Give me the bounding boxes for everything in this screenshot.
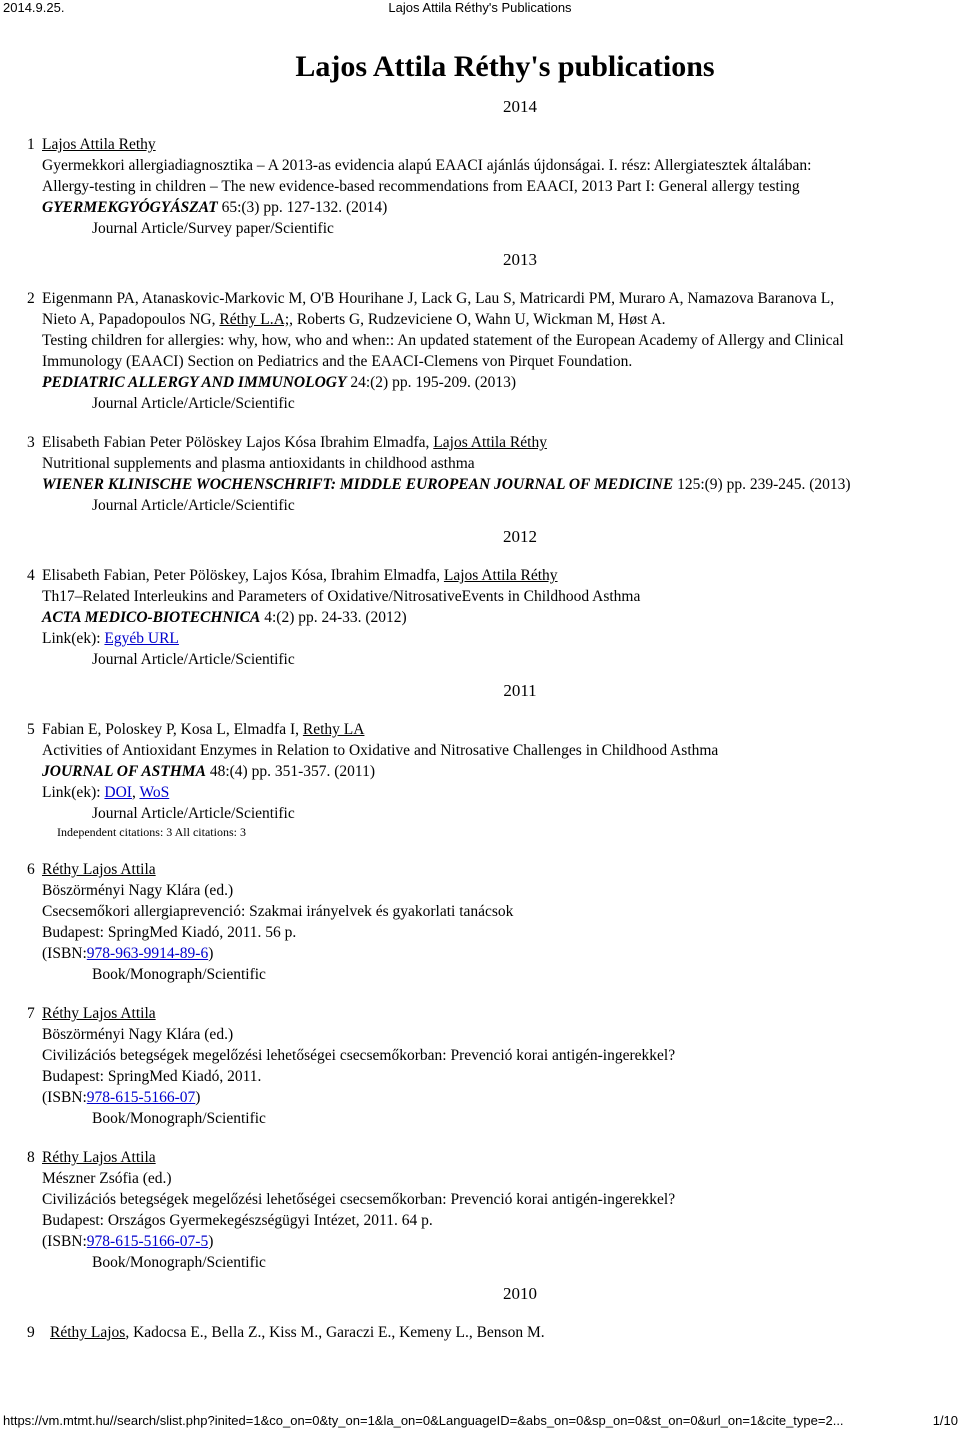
entry-title: Nutritional supplements and plasma antioxidants in childhood asthma	[42, 455, 475, 472]
entry-authors	[42, 1147, 860, 1168]
doi-link[interactable]: DOI	[104, 784, 132, 801]
entry-publisher: Budapest: SpringMed Kiadó, 2011. 56 p.	[42, 924, 297, 941]
publication-entry	[0, 1003, 960, 1129]
publication-entry	[0, 134, 960, 239]
entry-publisher: Budapest: Országos Gyermekegészségügyi Intézet, 2011. 64 p.	[42, 1212, 433, 1229]
entry-number: 1	[27, 136, 35, 153]
isbn-suffix: )	[208, 945, 214, 962]
isbn-prefix: (ISBN:	[42, 945, 87, 962]
entry-editor: Böszörményi Nagy Klára (ed.)	[42, 882, 234, 899]
author-link[interactable]: Réthy Lajos Attila	[42, 1005, 156, 1022]
wos-link[interactable]: WoS	[139, 784, 170, 801]
entry-number: 3	[27, 434, 35, 451]
publication-entry	[0, 859, 960, 985]
entry-type: Journal Article/Article/Scientific	[92, 497, 295, 514]
entry-number: 2	[27, 290, 35, 307]
entry-type: Book/Monograph/Scientific	[92, 966, 266, 983]
entry-source	[42, 761, 860, 782]
publication-entry	[0, 1147, 960, 1273]
entry-links	[42, 782, 860, 803]
publication-entry	[0, 288, 960, 414]
author-link[interactable]: Lajos Attila Réthy	[443, 567, 558, 584]
journal-name: JOURNAL OF ASTHMA	[42, 763, 206, 780]
entry-type: Journal Article/Article/Scientific	[92, 805, 295, 822]
isbn-suffix: )	[208, 1233, 214, 1250]
entry-title: Gyermekkori allergiadiagnosztika – A 2013-as evidencia alapú EAACI ajánlás újdonságai. I. rész: Allergiatesztek általában: Allergy-testing in children – The new evidence-based recommendations from EAACI, 2013 Part I: General allergy testing	[42, 157, 812, 195]
isbn-prefix: (ISBN:	[42, 1233, 87, 1250]
source-url: https://vm.mtmt.hu//search/slist.php?inited=1&co_on=0&ty_on=1&la_on=0&LanguageID=&abs_on=0&sp_on=0&st_on=0&url_on=1&cite_type=2...	[3, 1413, 844, 1428]
journal-name: ACTA MEDICO-BIOTECHNICA	[42, 609, 261, 626]
publication-entry	[0, 719, 960, 841]
publication-entry	[0, 1322, 960, 1343]
isbn-suffix: )	[195, 1089, 201, 1106]
isbn-link[interactable]: 978-615-5166-07-5	[86, 1233, 209, 1250]
isbn-link[interactable]: 978-963-9914-89-6	[86, 945, 209, 962]
entry-type: Journal Article/Survey paper/Scientific	[92, 220, 334, 237]
publication-entry	[0, 432, 960, 516]
author-link[interactable]: Réthy Lajos Attila	[42, 1149, 156, 1166]
co-authors: Elisabeth Fabian Peter Pölöskey Lajos Kósa Ibrahim Elmadfa,	[42, 434, 434, 451]
entry-title: Activities of Antioxidant Enzymes in Relation to Oxidative and Nitrosative Challenges in Childhood Asthma	[42, 742, 719, 759]
entry-number: 5	[27, 721, 35, 738]
publication-list	[0, 46, 960, 1343]
author-link[interactable]: Réthy L.A;	[219, 311, 290, 328]
entry-isbn	[42, 1231, 860, 1252]
author-link[interactable]: Rethy LA	[302, 721, 365, 738]
author-link[interactable]: Lajos Attila Réthy	[433, 434, 547, 451]
print-date: 2014.9.25.	[3, 0, 65, 15]
print-footer	[0, 1413, 960, 1431]
entry-number: 4	[27, 567, 35, 584]
year-heading: 2012	[503, 527, 537, 546]
journal-name: PEDIATRIC ALLERGY AND IMMUNOLOGY	[42, 374, 347, 391]
entry-authors	[42, 134, 860, 155]
entry-editor: Mészner Zsófia (ed.)	[42, 1170, 172, 1187]
entry-isbn	[42, 943, 860, 964]
entry-type: Journal Article/Article/Scientific	[92, 395, 295, 412]
entry-title: Csecsemőkori allergiaprevenció: Szakmai irányelvek és gyakorlati tanácsok	[42, 903, 514, 920]
author-link[interactable]: Réthy Lajos Attila	[42, 861, 156, 878]
page-title: Lajos Attila Réthy's publications	[295, 50, 715, 83]
co-authors: Fabian E, Poloskey P, Kosa L, Elmadfa I,	[42, 721, 303, 738]
entry-type: Journal Article/Article/Scientific	[92, 651, 295, 668]
entry-authors	[42, 1322, 860, 1343]
author-link[interactable]: Réthy Lajos	[50, 1324, 126, 1341]
entry-authors	[42, 1003, 860, 1024]
entry-editor: Böszörményi Nagy Klára (ed.)	[42, 1026, 234, 1043]
journal-details: 24:(2) pp. 195-209. (2013)	[346, 374, 517, 391]
other-url-link[interactable]: Egyéb URL	[104, 630, 179, 647]
journal-details: 65:(3) pp. 127-132. (2014)	[217, 199, 388, 216]
co-authors: , Roberts G, Rudzeviciene O, Wahn U, Wickman M, Høst A.	[289, 311, 666, 328]
entry-number: 9	[27, 1324, 35, 1341]
co-authors: , Kadocsa E., Bella Z., Kiss M., Garaczi E., Kemeny L., Benson M.	[125, 1324, 545, 1341]
entry-authors	[42, 432, 860, 453]
link-separator: ,	[131, 784, 140, 801]
entry-title: Civilizációs betegségek megelőzési lehetőségei csecsemőkorban: Prevenció korai antigén-ingerekkel?	[42, 1191, 676, 1208]
journal-name: GYERMEKGYÓGYÁSZAT	[42, 199, 218, 216]
entry-source	[42, 607, 860, 628]
print-header	[0, 0, 960, 16]
entry-number: 8	[27, 1149, 35, 1166]
publication-entry	[0, 565, 960, 670]
entry-title: Testing children for allergies: why, how, who and when:: An updated statement of the European Academy of Allergy and Clinical Immunology (EAACI) Section on Pediatrics and the EAACI-Clemens von Pirquet Foundation.	[42, 332, 844, 370]
entry-type: Book/Monograph/Scientific	[92, 1254, 266, 1271]
isbn-prefix: (ISBN:	[42, 1089, 87, 1106]
entry-title: Civilizációs betegségek megelőzési lehetőségei csecsemőkorban: Prevenció korai antigén-ingerekkel?	[42, 1047, 676, 1064]
entry-number: 7	[27, 1005, 35, 1022]
entry-links	[42, 628, 860, 649]
entry-authors	[42, 565, 860, 586]
author-link[interactable]: Lajos Attila Rethy	[42, 136, 156, 153]
links-label: Link(ek):	[42, 784, 105, 801]
journal-details: 125:(9) pp. 239-245. (2013)	[673, 476, 851, 493]
journal-details: 48:(4) pp. 351-357. (2011)	[205, 763, 375, 780]
isbn-link[interactable]: 978-615-5166-07	[86, 1089, 196, 1106]
entry-authors	[42, 859, 860, 880]
page-number: 1/10	[932, 1413, 958, 1428]
year-heading: 2011	[503, 681, 537, 700]
entry-authors	[42, 288, 860, 330]
co-authors: Eigenmann PA, Atanaskovic-Markovic M, O'B Hourihane J, Lack G, Lau S, Matricardi PM, Muraro A, Namazova Baranova L, Nieto A, Papadopoulos NG,	[42, 290, 835, 328]
co-authors: Elisabeth Fabian, Peter Pölöskey, Lajos Kósa, Ibrahim Elmadfa,	[42, 567, 444, 584]
entry-source	[42, 474, 860, 495]
entry-source	[42, 372, 860, 393]
print-title: Lajos Attila Réthy's Publications	[388, 0, 572, 15]
entry-authors	[42, 719, 860, 740]
entry-type: Book/Monograph/Scientific	[92, 1110, 266, 1127]
entry-title: Th17–Related Interleukins and Parameters of Oxidative/NitrosativeEvents in Childhood Asthma	[42, 588, 641, 605]
entry-publisher: Budapest: SpringMed Kiadó, 2011.	[42, 1068, 262, 1085]
year-heading: 2013	[503, 250, 537, 269]
citation-counts: Independent citations: 3 All citations: 3	[57, 825, 246, 839]
entry-source	[42, 197, 860, 218]
entry-isbn	[42, 1087, 860, 1108]
journal-name: WIENER KLINISCHE WOCHENSCHRIFT: MIDDLE EUROPEAN JOURNAL OF MEDICINE	[42, 476, 674, 493]
links-label: Link(ek):	[42, 630, 105, 647]
entry-number: 6	[27, 861, 35, 878]
journal-details: 4:(2) pp. 24-33. (2012)	[260, 609, 407, 626]
year-heading: 2014	[503, 97, 537, 116]
year-heading: 2010	[503, 1284, 537, 1303]
